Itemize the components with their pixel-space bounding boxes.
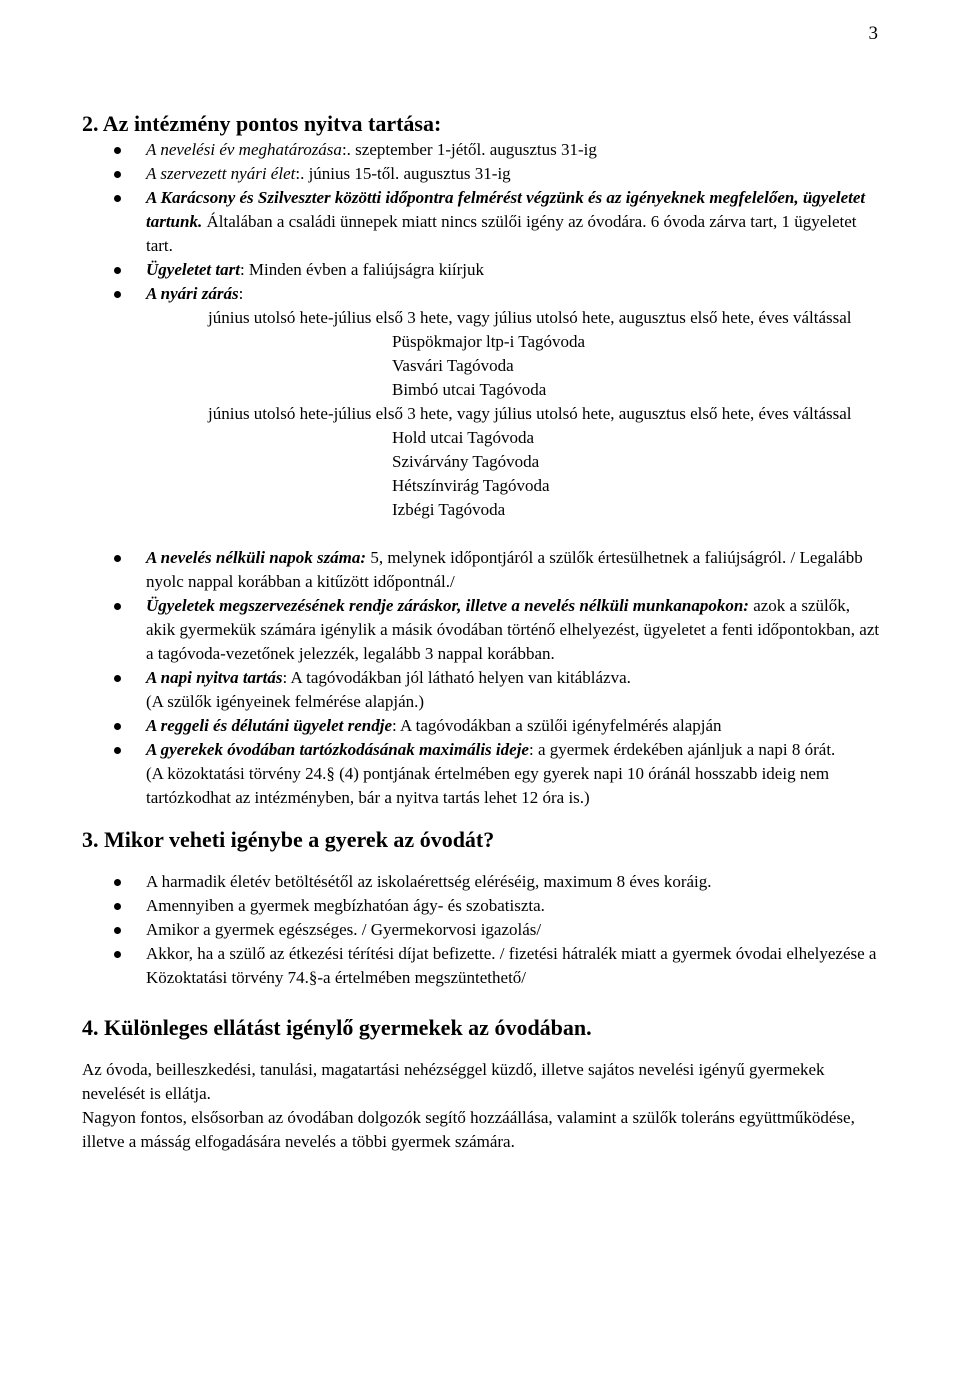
group-2-item: Hétszínvirág Tagóvoda [392,476,550,495]
group-1-item: Bimbó utcai Tagóvoda [392,380,547,399]
summer-period-2: június utolsó hete-július első 3 hete, vagy július utolsó hete, augusztus első hete, éves váltással [208,404,852,423]
group-1-item: Püspökmajor ltp-i Tagóvoda [392,332,586,351]
list-item: Ügyeletek megszervezésének rendje záráskor, illetve a nevelés nélküli munkanapokon: azok a szülők, akik gyermekük számára igénylik a másik óvodában történő elhelyezést, ügyeletet a fenti időpontokban, azt a tagóvoda-vezetőnek jelezzék, legalább 3 nappal korábban. [82,594,882,666]
section-2-heading: 2. Az intézmény pontos nyitva tartása: [82,111,442,136]
section-2-list [82,138,882,306]
list-item: A harmadik életév betöltésétől az iskolaérettség eléréséig, maximum 8 éves koráig. [82,870,882,894]
list-item: A Karácsony és Szilveszter közötti időpontra felmérést végzünk és az igényeknek megfelelően, ügyeletet tartunk. Általában a családi ünnepek miatt nincs szülői igény az óvodára. 6 óvoda zárva tart, 1 ügyeletet tart. [82,186,882,258]
list-item: A reggeli és délutáni ügyelet rendje: A tagóvodákban a szülői igényfelmérés alapján [82,714,882,738]
group-2-item: Hold utcai Tagóvoda [392,428,535,447]
group-2-item: Izbégi Tagóvoda [392,500,506,519]
group-1-item: Vasvári Tagóvoda [392,356,514,375]
list-item: A gyerekek óvodában tartózkodásának maximális ideje: a gyermek érdekében ajánljuk a napi 8 órát. (A közoktatási törvény 24.§ (4) pontjának értelmében egy gyerek napi 10 óránál hosszabb ideig nem tartózkodhat az intézményben, bár a nyitva tartás lehet 12 óra is.) [82,738,882,810]
page-number: 3 [868,23,878,44]
list-item: Amennyiben a gyermek megbízhatóan ágy- és szobatiszta. [82,894,882,918]
list-item: Akkor, ha a szülő az étkezési térítési díjat befizette. / fizetési hátralék miatt a gyermek óvodai elhelyezése a Közoktatási törvény 74.§-a értelmében megszüntethető/ [82,942,882,990]
list-item: Amikor a gyermek egészséges. / Gyermekorvosi igazolás/ [82,918,882,942]
section-4-paragraph-2: Nagyon fontos, elsősorban az óvodában dolgozók segítő hozzáállása, valamint a szülők toleráns együttműködése, illetve a másság elfogadására nevelés a többi gyermek számára. [82,1108,855,1151]
section-2-list-continued [82,546,882,810]
summer-period-1: június utolsó hete-július első 3 hete, vagy július utolsó hete, augusztus első hete, éves váltással [208,308,852,327]
list-item: Ügyeletet tart: Minden évben a faliújságra kiírjuk [82,258,882,282]
group-2-item: Szivárvány Tagóvoda [392,452,540,471]
section-4-paragraph-1: Az óvoda, beilleszkedési, tanulási, magatartási nehézséggel küzdő, illetve sajátos nevelési igényű gyermekek nevelését is ellátja. [82,1060,825,1103]
list-item: A nevelés nélküli napok száma: 5, melynek időpontjáról a szülők értesülhetnek a faliújságról. / Legalább nyolc nappal korábban a kitűzött időpontnál./ [82,546,882,594]
section-4-heading: 4. Különleges ellátást igénylő gyermekek az óvodában. [82,1015,592,1040]
section-3-heading: 3. Mikor veheti igénybe a gyerek az óvodát? [82,827,495,852]
document-body [82,110,882,1154]
list-item: A nyári zárás: [82,282,882,306]
section-3-list [82,870,882,990]
list-item: A napi nyitva tartás: A tagóvodákban jól látható helyen van kitáblázva. (A szülők igényeinek felmérése alapján.) [82,666,882,714]
list-item: A nevelési év meghatározása:. szeptember 1-jétől. augusztus 31-ig [82,138,882,162]
list-item: A szervezett nyári élet:. június 15-től. augusztus 31-ig [82,162,882,186]
